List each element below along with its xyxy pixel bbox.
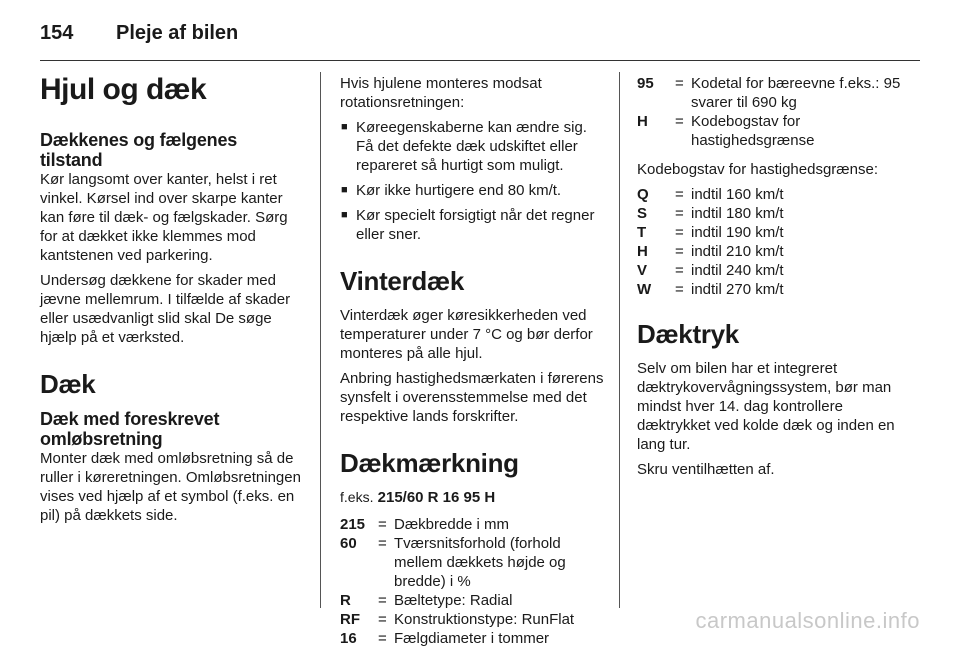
def-key: 95: [637, 75, 654, 92]
def-key: RF: [340, 611, 360, 628]
condition-heading: Dækkenes og fælgenes tilstand: [40, 130, 238, 170]
header-rule: [40, 60, 920, 61]
def-key: 16: [340, 630, 357, 647]
column-3: [637, 74, 901, 485]
table-row: [637, 223, 901, 242]
list-item: ■ Køreegenskaberne kan ændre sig. Få det defekte dæk udskiftet eller repareret så hurtigt som muligt.: [340, 118, 604, 175]
winter-paragraph-1: Vinterdæk øger køresikkerheden ved temperaturer under 7 °C og bør derfor monteres på alle hjul.: [340, 307, 593, 362]
def-value: Konstruktionstype: RunFlat: [394, 611, 575, 628]
section-title: Hjul og dæk: [40, 73, 207, 106]
speed-value: indtil 240 km/t: [691, 262, 784, 279]
def-sep: =: [378, 535, 387, 552]
speed-key: W: [637, 281, 652, 298]
table-row: [637, 280, 901, 299]
def-sep: =: [675, 75, 684, 92]
table-row: [340, 610, 604, 629]
tyres-heading: Dæk: [40, 369, 96, 399]
def-key: 215: [340, 516, 366, 533]
table-row: [637, 112, 901, 150]
list-item: ■ Kør specielt forsigtigt når det regner eller sner.: [340, 206, 604, 244]
speed-value: indtil 210 km/t: [691, 243, 784, 260]
pressure-paragraph-2: Skru ventilhætten af.: [637, 461, 775, 478]
speed-sep: =: [675, 281, 684, 298]
table-row: [637, 74, 901, 112]
speed-sep: =: [675, 205, 684, 222]
speed-sep: =: [675, 224, 684, 241]
example-label: f.eks.: [340, 489, 374, 505]
column-2: [340, 74, 604, 658]
column-divider-1: [320, 72, 321, 608]
winter-heading: Vinterdæk: [340, 266, 464, 296]
def-value: Kodebogstav for hastighedsgrænse: [691, 113, 815, 149]
marking-example: [340, 488, 604, 507]
warning-list: [340, 118, 604, 244]
speed-key: S: [637, 205, 648, 222]
watermark: carmanualsonline.info: [695, 608, 920, 633]
def-sep: =: [378, 611, 387, 628]
def-key: R: [340, 592, 351, 609]
marking-heading: Dækmærkning: [340, 448, 519, 478]
def-sep: =: [675, 113, 684, 130]
def-value: Tværsnitsforhold (forhold mellem dækkets højde og bredde) i %: [394, 535, 566, 590]
speed-codes: [637, 185, 901, 299]
condition-paragraph-2: Undersøg dækkene for skader med jævne mellemrum. I tilfælde af skader eller usædvanligt slid skal De søge hjælp på et værksted.: [40, 272, 291, 346]
def-sep: =: [378, 592, 387, 609]
def-value: Kodetal for bæreevne f.eks.: 95 svarer til 690 kg: [691, 75, 901, 111]
speed-key: H: [637, 243, 648, 260]
def-key: 60: [340, 535, 357, 552]
speed-value: indtil 190 km/t: [691, 224, 784, 241]
pressure-paragraph-1: Selv om bilen har et integreret dæktrykovervågningssystem, bør man mindst hver 14. dag kontrollere dæktrykket ved kolde dæk og inden en lang tur.: [637, 360, 895, 453]
table-row: [637, 261, 901, 280]
table-row: [340, 534, 604, 591]
def-value: Dækbredde i mm: [394, 516, 510, 533]
speed-key: V: [637, 262, 648, 279]
reverse-mount-paragraph: Hvis hjulene monteres modsat rotationsretningen:: [340, 75, 542, 111]
table-row: [637, 242, 901, 261]
column-1: [40, 74, 304, 531]
condition-paragraph-1: Kør langsomt over kanter, helst i ret vinkel. Kørsel ind over skarpe kanter kan føre til dæk- og fælgskader. Sørg for at dækket ikke klemmes mod kantstenen ved parkering.: [40, 171, 288, 264]
list-item: ■ Kør ikke hurtigere end 80 km/t.: [340, 181, 604, 200]
load-speed-definitions: [637, 74, 901, 150]
speed-sep: =: [675, 262, 684, 279]
speed-key: T: [637, 224, 647, 241]
speed-value: indtil 180 km/t: [691, 205, 784, 222]
page-header: [40, 18, 920, 58]
direction-heading: Dæk med foreskrevet omløbsretning: [40, 409, 220, 449]
table-row: [340, 591, 604, 610]
direction-paragraph: Monter dæk med omløbsretning så de ruller i køreretningen. Omløbsretningen vises ved hjælp af et symbol (f.eks. en pil) på dækkets side.: [40, 450, 301, 524]
def-key: H: [637, 113, 648, 130]
speed-sep: =: [675, 186, 684, 203]
column-divider-2: [619, 72, 620, 608]
speed-value: indtil 270 km/t: [691, 281, 784, 298]
table-row: [637, 204, 901, 223]
speed-value: indtil 160 km/t: [691, 186, 784, 203]
def-sep: =: [378, 516, 387, 533]
running-title: Pleje af bilen: [116, 22, 239, 44]
table-row: [340, 515, 604, 534]
speed-sep: =: [675, 243, 684, 260]
def-value: Bæltetype: Radial: [394, 592, 513, 609]
marking-definitions: [340, 515, 604, 648]
table-row: [637, 185, 901, 204]
speed-intro: Kodebogstav for hastighedsgrænse:: [637, 161, 878, 178]
speed-key: Q: [637, 186, 649, 203]
pressure-heading: Dæktryk: [637, 319, 739, 349]
example-code: 215/60 R 16 95 H: [377, 489, 496, 506]
page-number: 154: [40, 22, 74, 44]
def-value: Fælgdiameter i tommer: [394, 630, 550, 647]
winter-paragraph-2: Anbring hastighedsmærkaten i førerens synsfelt i overensstemmelse med det respektive lands forskrifter.: [340, 370, 604, 425]
def-sep: =: [378, 630, 387, 647]
table-row: [340, 629, 604, 648]
